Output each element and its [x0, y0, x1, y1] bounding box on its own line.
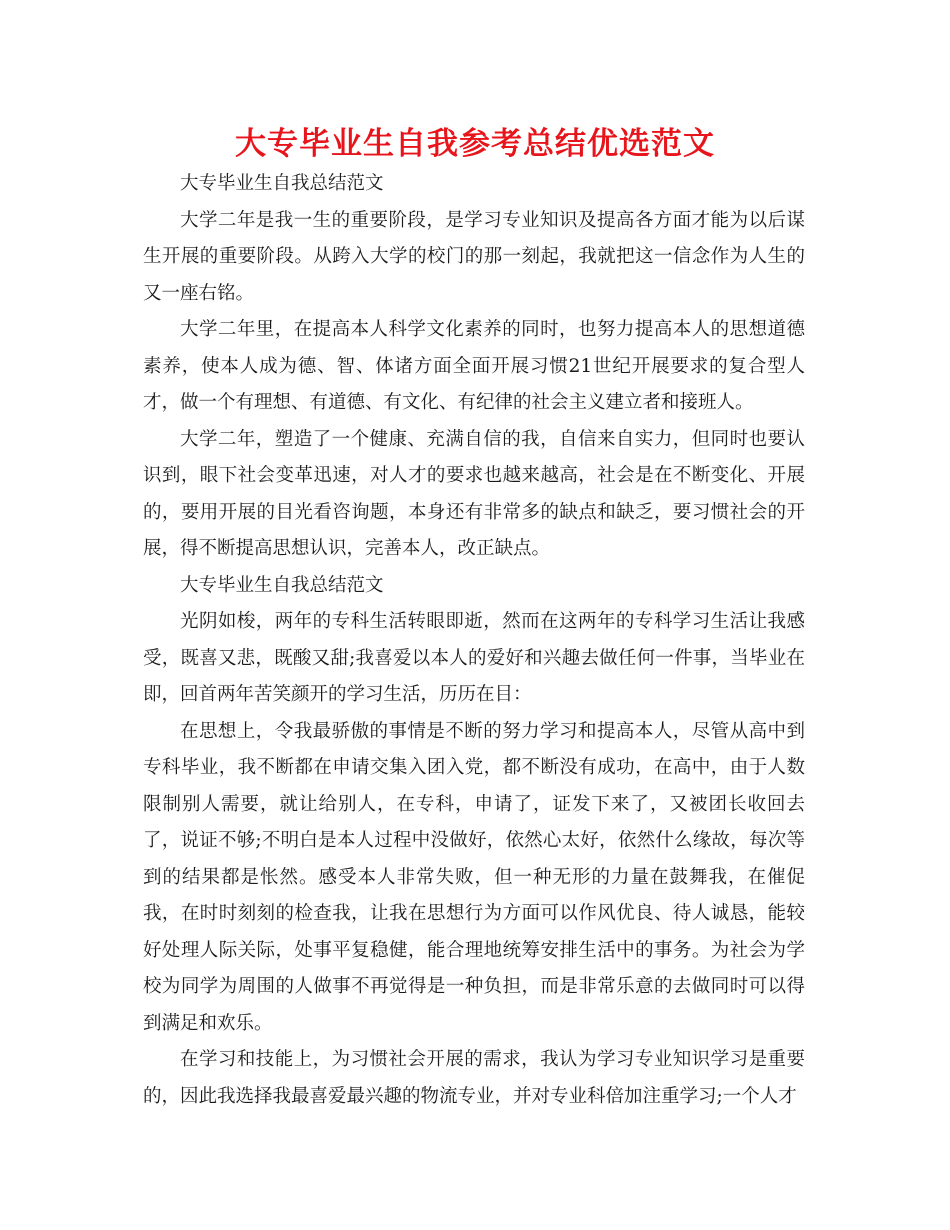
paragraph-heading-2: 大专毕业生自我总结范文 [180, 574, 384, 596]
paragraph: 大学二年是我一生的重要阶段，是学习专业知识及提高各方面才能为以后谋生开展的重要阶段。从跨入大学的校门的那一刻起，我就把这一信念作为人生的又一座右铭。 [143, 209, 805, 304]
paragraph: 在学习和技能上，为习惯社会开展的需求，我认为学习专业知识学习是重要的，因此我选择我最喜爱最兴趣的物流专业，并对专业科倍加注重学习;一个人才 [143, 1049, 805, 1107]
paragraph: 光阴如梭，两年的专科生活转眼即逝，然而在这两年的专科学习生活让我感受，既喜又悲，既酸又甜;我喜爱以本人的爱好和兴趣去做任何一件事，当毕业在即，回首两年苦笑颜开的学习生活，历历在目： [143, 611, 805, 705]
document-body [143, 166, 805, 1115]
paragraph: 大学二年，塑造了一个健康、充满自信的我，自信来自实力，但同时也要认识到，眼下社会变革迅速，对人才的要求也越来越高，社会是在不断变化、开展的，要用开展的目光看咨询题，本身还有非常多的缺点和缺乏，要习惯社会的开展，得不断提高思想认识，完善本人，改正缺点。 [143, 428, 805, 559]
document-title: 大专毕业生自我参考总结优选范文 [235, 126, 715, 162]
paragraph: 在思想上，令我最骄傲的事情是不断的努力学习和提高本人，尽管从高中到专科毕业，我不断都在申请交集入团入党，都不断没有成功，在高中，由于人数限制别人需要，就让给别人，在专科，申请了，证发下来了，又被团长收回去了，说证不够;不明白是本人过程中没做好，依然心太好，依然什么缘故，每次等到的结果都是怅然。感受本人非常失败，但一种无形的力量在鼓舞我，在催促我，在时时刻刻的检查我，让我在思想行为方面可以作风优良、待人诚恳，能较好处理人际关际，处事平复稳健，能合理地统筹安排生活中的事务。为社会为学校为同学为周围的人做事不再觉得是一种负担，而是非常乐意的去做同时可以得到满足和欢乐。 [143, 720, 805, 1034]
paragraph-heading-1: 大专毕业生自我总结范文 [180, 173, 384, 194]
paragraph: 大学二年里，在提高本人科学文化素养的同时，也努力提高本人的思想道德素养，使本人成为德、智、体诸方面全面开展习惯21世纪开展要求的复合型人才，做一个有理想、有道德、有文化、有纪律的社会主义建立者和接班人。 [143, 319, 805, 413]
